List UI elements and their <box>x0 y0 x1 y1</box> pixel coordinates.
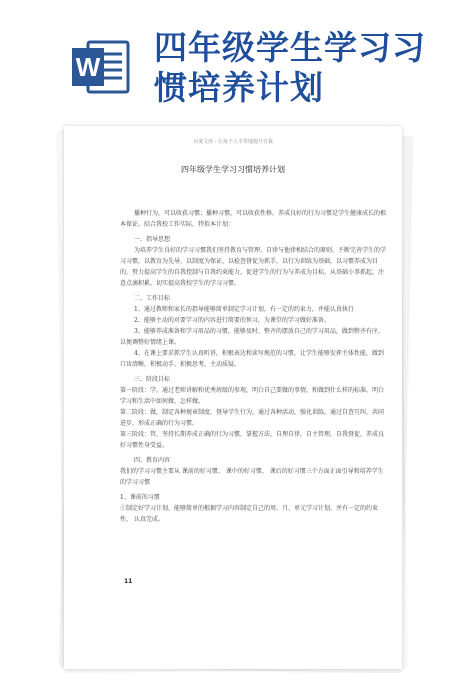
section-heading: 二、工作目标 <box>134 295 171 302</box>
stage-item: 第一阶段：学，通过老师讲解和优秀班级的参观，明白自己要做的事情，和做到什么样的标准，明白学习和生活中如何做，怎样做。 <box>120 387 385 405</box>
goal-item: 2、能够主动的对要学习的内容进行简要的预习，为课堂的学习做好准备。 <box>134 317 330 324</box>
document-preview <box>60 126 408 669</box>
paragraph: ①制定好学习计划，能够简单的根据学习内容制定自己的周、月、单元学习计划，并有一定的约束性， 认真完成。 <box>120 505 379 523</box>
page-number: 11 <box>124 578 133 585</box>
stage-item: 第二阶段：做，制定各种规章制度，督导学生行为，通过各种活动，强化训练。通过自查互纠，共同进步，形成正确的行为习惯。 <box>120 409 385 427</box>
document-body <box>120 208 386 525</box>
banner-title <box>154 28 464 108</box>
section-heading: 三、阶段目标 <box>134 376 171 383</box>
paragraph: 为培养学生良好的学习习惯我们坚持教育与管理、自律与他律相结合的原则，不断完善学生的学习习惯，以教育为先导，以制度为保证，以检查督促为抓手，以行为训练为基础，以习惯养成为目的，努力提高学生的自我控制与自我约束能力，促进学生的行为与养成为目标，从基础小事抓起，注意点滴积累，切实提高我校学生的学习习惯。 <box>120 247 387 287</box>
stage-item: 第三阶段：管，坚持长期养成正确的行为习惯，掌握方法，自理自律，自主管理，自我督促，养成良好习惯性身受益。 <box>120 431 385 449</box>
paragraph: 我们的学习习惯主要从 课前的好习惯、 课中的好习惯、 课后的好习惯三个方面正面引导和培养学生的学习习惯 <box>120 468 384 486</box>
goal-item: 4、在课上要求抓学生认真听讲，积极表达和读写规范的习惯，让学生能够发挥主体性能，做到口齿清晰，积极动手、积极思考，主动质疑。 <box>120 350 384 368</box>
banner-title-line1: 四年级学生学习习 <box>154 28 426 67</box>
intro-paragraph: 播种行为，可以收获习惯；播种习惯，可以收获性格。养成良好的行为习惯是学生健康成长的根本保证。结合我校工作实际，特拟本计划： <box>120 210 387 228</box>
document-title: 四年级学生学习习惯培养计划 <box>181 165 285 174</box>
goal-item: 3、能够养成准备和学习用品的习惯，能够及时、整齐的摆放自己的学习用品，做到整齐有序，以便调整好情绪上课。 <box>120 328 384 346</box>
section-heading: 一、指导思想 <box>134 236 171 243</box>
goal-item: 1、通过教师和家长的指导能够简单制定学习计划，有一定的约束力，并能认真执行 <box>134 306 354 313</box>
word-document-icon <box>70 40 130 94</box>
banner <box>0 0 474 118</box>
document-page <box>64 126 402 669</box>
subsection-heading: 1、课前的习惯 <box>120 494 160 501</box>
section-heading: 四、教育内容 <box>134 457 171 464</box>
document-header-note: 百度文库 - 让每个人平等地提升自我 <box>193 139 273 145</box>
word-icon-letter: W <box>75 52 101 82</box>
banner-title-line2: 惯培养计划 <box>154 68 324 107</box>
